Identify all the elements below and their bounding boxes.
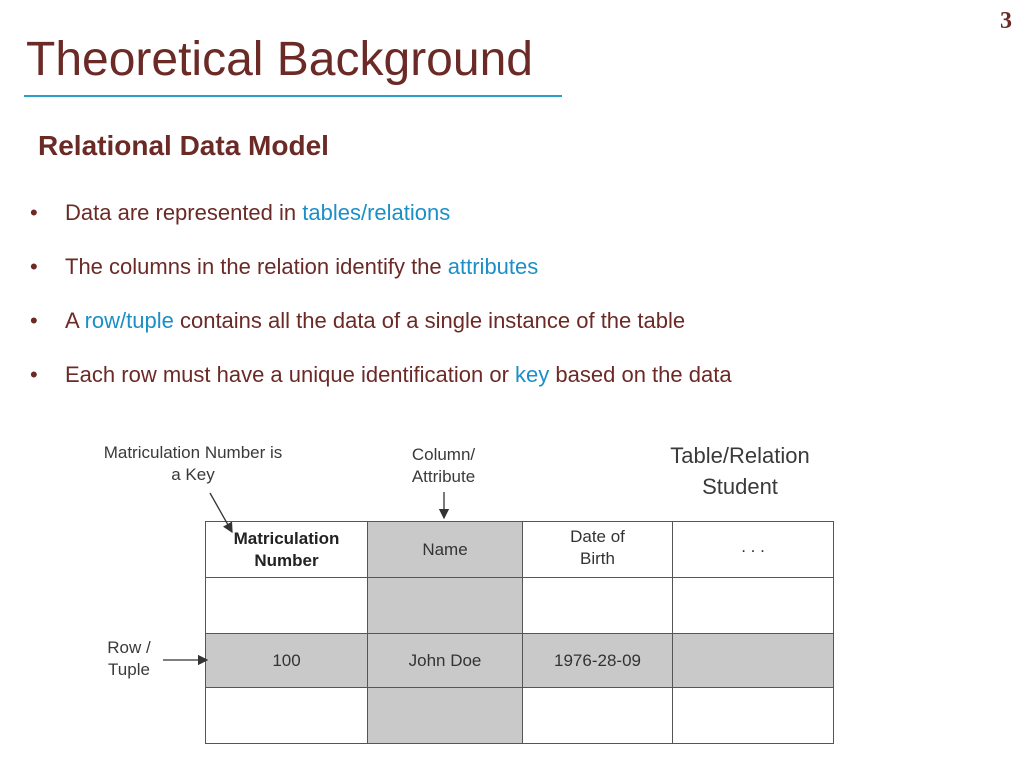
row-annotation-line2: Tuple xyxy=(108,660,150,679)
key-annotation-line2: a Key xyxy=(171,465,215,484)
header-cell-name xyxy=(368,522,523,578)
header-row xyxy=(206,522,834,578)
bullet-text: The columns in the relation identify the xyxy=(65,254,448,279)
slide-title: Theoretical Background xyxy=(26,33,533,86)
table-cell-matriculation: 100 xyxy=(206,634,368,688)
bullet-dot-icon: • xyxy=(30,200,38,225)
bullet-text: Each row must have a unique identification or xyxy=(65,362,516,387)
relation-table xyxy=(205,521,834,744)
header-cell-more xyxy=(673,522,834,578)
slide-subtitle: Relational Data Model xyxy=(38,130,329,161)
table-cell xyxy=(206,688,368,744)
slide-number: 3 xyxy=(1000,8,1012,34)
bullet-highlight: row/tuple xyxy=(84,308,174,333)
key-annotation-line1: Matriculation Number is xyxy=(103,443,283,462)
row-annotation xyxy=(94,637,164,681)
header-cell-line1: Matriculation xyxy=(233,528,340,548)
bullet-dot-icon: • xyxy=(30,254,38,279)
table-annotation-line2: Student xyxy=(702,474,778,499)
table-cell xyxy=(368,578,523,634)
header-cell-line1: Date of xyxy=(570,527,625,546)
table-cell xyxy=(673,578,834,634)
header-cell-line2: Birth xyxy=(580,549,615,568)
bullet-list xyxy=(30,196,732,412)
header-cell-line1: . . . xyxy=(741,537,765,556)
table-cell-name: John Doe xyxy=(368,634,523,688)
tuple-row xyxy=(206,634,834,688)
column-annotation xyxy=(396,444,491,488)
table-cell xyxy=(523,688,673,744)
key-annotation xyxy=(88,442,298,486)
bullet-highlight: tables/relations xyxy=(302,200,451,225)
table-annotation-line1: Table/Relation xyxy=(670,443,810,468)
table-annotation xyxy=(640,440,840,502)
bullet-highlight: attributes xyxy=(447,254,539,279)
bullet-text-after: based on the data xyxy=(549,362,732,387)
bullet-item xyxy=(30,250,732,304)
column-annotation-line2: Attribute xyxy=(411,467,476,486)
bullet-item xyxy=(30,196,732,250)
table-cell xyxy=(523,578,673,634)
bullet-text: Data are represented in xyxy=(65,200,303,225)
bullet-text-after: contains all the data of a single instance of the table xyxy=(173,308,686,333)
table-cell xyxy=(673,688,834,744)
bullet-item xyxy=(30,358,732,412)
table-cell-dob: 1976-28-09 xyxy=(523,634,673,688)
column-annotation-line1: Column/ xyxy=(411,445,476,464)
table-cell-more xyxy=(673,634,834,688)
header-cell-dob xyxy=(523,522,673,578)
table-row xyxy=(206,688,834,744)
bullet-dot-icon: • xyxy=(30,308,38,333)
header-cell-line1: Name xyxy=(422,539,468,559)
bullet-highlight: key xyxy=(515,362,550,387)
table-cell xyxy=(368,688,523,744)
table-row xyxy=(206,578,834,634)
bullet-item xyxy=(30,304,732,358)
bullet-text: A xyxy=(65,308,85,333)
header-cell-matriculation xyxy=(206,522,368,578)
row-annotation-line1: Row / xyxy=(107,638,151,657)
bullet-dot-icon: • xyxy=(30,362,38,387)
title-underline xyxy=(24,95,562,97)
header-cell-line2: Number xyxy=(254,550,319,570)
table-cell xyxy=(206,578,368,634)
